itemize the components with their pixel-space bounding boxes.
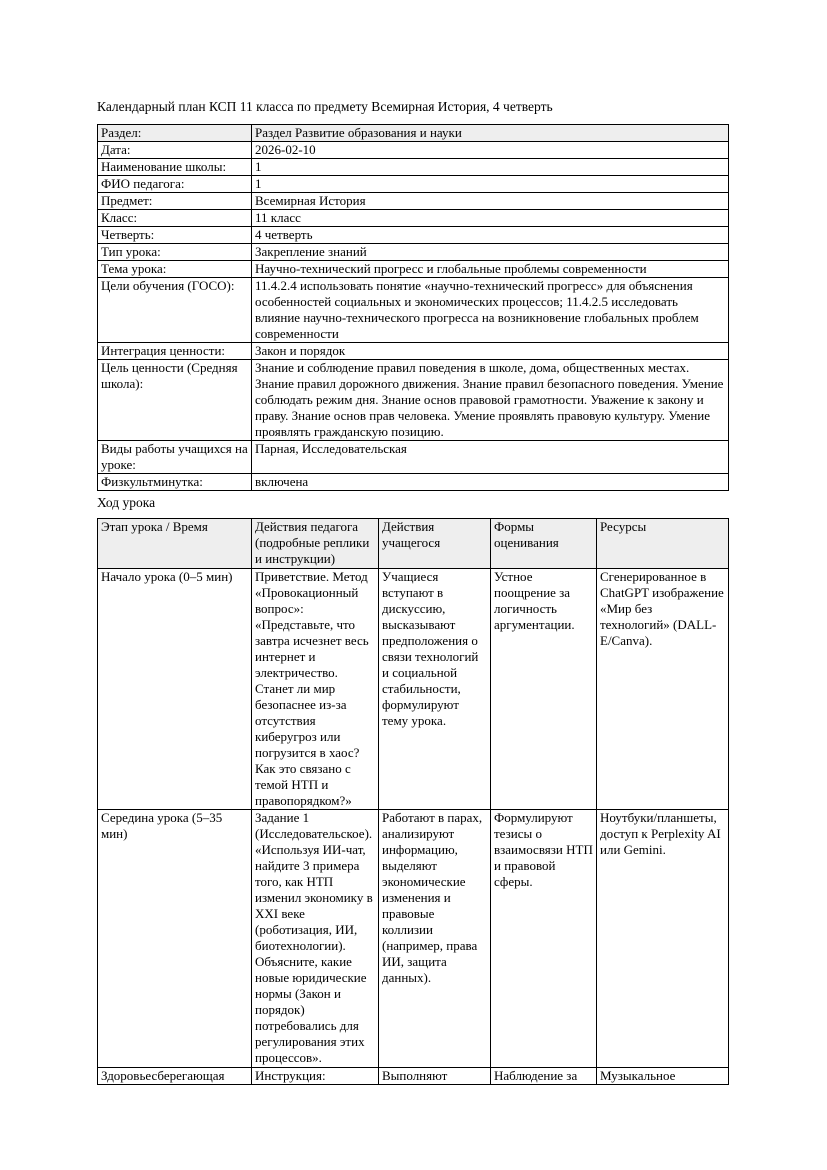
lesson-cell-assessment: Наблюдение за (491, 1068, 597, 1085)
info-row (98, 343, 729, 360)
info-value: Раздел Развитие образования и науки (252, 125, 729, 142)
info-label: Раздел: (98, 125, 252, 142)
page-title: Календарный план КСП 11 класса по предмету Всемирная История, 4 четверть (97, 99, 553, 114)
lesson-cell-assessment: Устное поощрение за логичность аргументации. (491, 569, 597, 810)
lesson-cell-student-actions: Выполняют (379, 1068, 491, 1085)
lesson-header-cell: Ресурсы (597, 519, 729, 569)
info-table (97, 124, 729, 491)
lesson-header-cell: Действия педагога (подробные реплики и инструкции) (252, 519, 379, 569)
info-row (98, 278, 729, 343)
info-value: 1 (252, 176, 729, 193)
section-heading: Ход урока (97, 495, 156, 510)
lesson-row-middle (98, 810, 729, 1068)
info-label: Четверть: (98, 227, 252, 244)
info-row (98, 360, 729, 441)
lesson-cell-stage: Середина урока (5–35 мин) (98, 810, 252, 1068)
lesson-cell-resources: Музыкальное (597, 1068, 729, 1085)
info-value: Всемирная История (252, 193, 729, 210)
info-label: Тема урока: (98, 261, 252, 278)
lesson-cell-resources: Сгенерированное в ChatGPT изображение «Мир без технологий» (DALL-E/Canva). (597, 569, 729, 810)
info-label: Класс: (98, 210, 252, 227)
info-label: Виды работы учащихся на уроке: (98, 441, 252, 474)
info-row (98, 125, 729, 142)
info-label: Наименование школы: (98, 159, 252, 176)
info-label: Тип урока: (98, 244, 252, 261)
lesson-cell-stage: Начало урока (0–5 мин) (98, 569, 252, 810)
info-label: Интеграция ценности: (98, 343, 252, 360)
info-row (98, 142, 729, 159)
info-value: 11 класс (252, 210, 729, 227)
lesson-header-cell: Действия учащегося (379, 519, 491, 569)
info-label: ФИО педагога: (98, 176, 252, 193)
info-value: Парная, Исследовательская (252, 441, 729, 474)
info-row (98, 244, 729, 261)
info-value: Научно-технический прогресс и глобальные проблемы современности (252, 261, 729, 278)
info-row (98, 176, 729, 193)
lesson-cell-teacher-actions: Приветствие. Метод «Провокационный вопрос»: «Представьте, что завтра исчезнет весь интернет и электричество. Станет ли мир безопаснее из-за отсутствия киберугроз или погрузится в хаос? Как это связано с темой НТП и правопорядком?» (252, 569, 379, 810)
info-label: Цель ценности (Средняя школа): (98, 360, 252, 441)
info-label: Дата: (98, 142, 252, 159)
info-value: Закрепление знаний (252, 244, 729, 261)
info-value: 11.4.2.4 использовать понятие «научно-технический прогресс» для объяснения особенностей социальных и экономических процессов; 11.4.2.5 исследовать влияние научно-технического прогресса на возникновение глобальных проблем современности (252, 278, 729, 343)
info-row (98, 261, 729, 278)
lesson-cell-student-actions: Работают в парах, анализируют информацию, выделяют экономические изменения и правовые коллизии (например, права ИИ, защита данных). (379, 810, 491, 1068)
info-label: Цели обучения (ГОСО): (98, 278, 252, 343)
lesson-cell-teacher-actions: Задание 1 (Исследовательское). «Используя ИИ-чат, найдите 3 примера того, как НТП изменил экономику в XXI веке (роботизация, ИИ, биотехнологии). Объясните, какие новые юридические нормы (Закон и порядок) потребовались для регулирования этих процессов». (252, 810, 379, 1068)
info-row (98, 227, 729, 244)
lesson-cell-assessment: Формулируют тезисы о взаимосвязи НТП и правовой сферы. (491, 810, 597, 1068)
lesson-cell-student-actions: Учащиеся вступают в дискуссию, высказывают предположения о связи технологий и социальной стабильности, формулируют тему урока. (379, 569, 491, 810)
lesson-cell-stage: Здоровьесберегающая (98, 1068, 252, 1085)
info-label: Предмет: (98, 193, 252, 210)
info-label: Физкультминутка: (98, 474, 252, 491)
lesson-table (97, 518, 729, 1085)
info-row (98, 441, 729, 474)
info-value: 4 четверть (252, 227, 729, 244)
info-row (98, 474, 729, 491)
info-row (98, 210, 729, 227)
info-row (98, 193, 729, 210)
lesson-header-cell: Формы оценивания (491, 519, 597, 569)
document-page (97, 99, 728, 1085)
lesson-header-cell: Этап урока / Время (98, 519, 252, 569)
info-value: Знание и соблюдение правил поведения в школе, дома, общественных местах. Знание правил дорожного движения. Знание правил безопасного поведения. Умение соблюдать режим дня. Знание основ правовой грамотности. Уважение к закону и праву. Знание основ прав человека. Умение проявлять правовую культуру. Умение проявлять гражданскую позицию. (252, 360, 729, 441)
lesson-row-start (98, 569, 729, 810)
lesson-cell-teacher-actions: Инструкция: (252, 1068, 379, 1085)
info-value: Закон и порядок (252, 343, 729, 360)
info-row (98, 159, 729, 176)
lesson-header-row (98, 519, 729, 569)
lesson-row-health-clipped (98, 1068, 729, 1085)
info-value: включена (252, 474, 729, 491)
info-value: 1 (252, 159, 729, 176)
lesson-cell-resources: Ноутбуки/планшеты, доступ к Perplexity AI или Gemini. (597, 810, 729, 1068)
info-value: 2026-02-10 (252, 142, 729, 159)
